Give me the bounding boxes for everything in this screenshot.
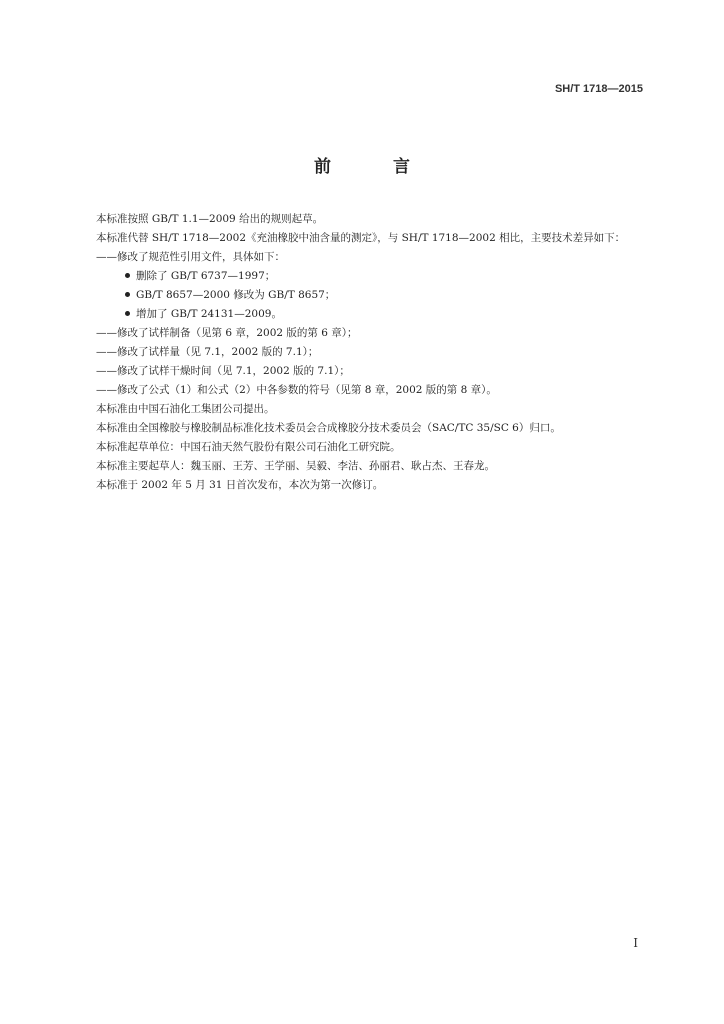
bullet-text: 增加了 GB/T 24131—2009。 <box>136 308 282 320</box>
document-code: SH/T 1718—2015 <box>554 83 643 95</box>
paragraph-committee: 本标准由全国橡胶与橡胶制品标准化技术委员会合成橡胶分技术委员会（SAC/TC 35/SC 6）归口。 <box>96 422 561 434</box>
bullet-item <box>79 267 647 286</box>
paragraph-history: 本标准于 2002 年 5 月 31 日首次发布，本次为第一次修订。 <box>96 479 384 491</box>
paragraph-drafting-rules: 本标准按照 GB/T 1.1—2009 给出的规则起草。 <box>96 213 324 225</box>
change-item-sample-prep: ——修改了试样制备（见第 6 章，2002 版的第 6 章）； <box>96 327 358 339</box>
bullet-item <box>79 305 647 324</box>
bullet-text: GB/T 8657—2000 修改为 GB/T 8657； <box>136 289 336 301</box>
change-item-references: ——修改了规范性引用文件，具体如下： <box>96 251 285 263</box>
paragraph-drafting-unit: 本标准起草单位：中国石油天然气股份有限公司石油化工研究院。 <box>96 441 401 453</box>
change-item-sample-amount: ——修改了试样量（见 7.1，2002 版的 7.1）； <box>96 346 319 358</box>
bullet-icon <box>125 292 130 297</box>
bullet-icon <box>125 273 130 278</box>
foreword-body <box>79 210 647 495</box>
page-number: I <box>633 936 638 950</box>
paragraph-replacement: 本标准代替 SH/T 1718—2002《充油橡胶中油含量的测定》，与 SH/T 1718—2002 相比，主要技术差异如下： <box>96 232 626 244</box>
change-item-drying-time: ——修改了试样干燥时间（见 7.1，2002 版的 7.1）； <box>96 365 350 377</box>
bullet-item <box>79 286 647 305</box>
bullet-text: 删除了 GB/T 6737—1997； <box>136 270 276 282</box>
change-item-formula-symbols: ——修改了公式（1）和公式（2）中各参数的符号（见第 8 章，2002 版的第 8 章）。 <box>96 384 497 396</box>
paragraph-drafters: 本标准主要起草人：魏玉丽、王芳、王学丽、吴毅、李洁、孙丽君、耿占杰、王春龙。 <box>96 460 495 472</box>
page-title: 前 言 <box>314 157 438 177</box>
paragraph-proposer: 本标准由中国石油化工集团公司提出。 <box>96 403 275 415</box>
bullet-icon <box>125 311 130 316</box>
